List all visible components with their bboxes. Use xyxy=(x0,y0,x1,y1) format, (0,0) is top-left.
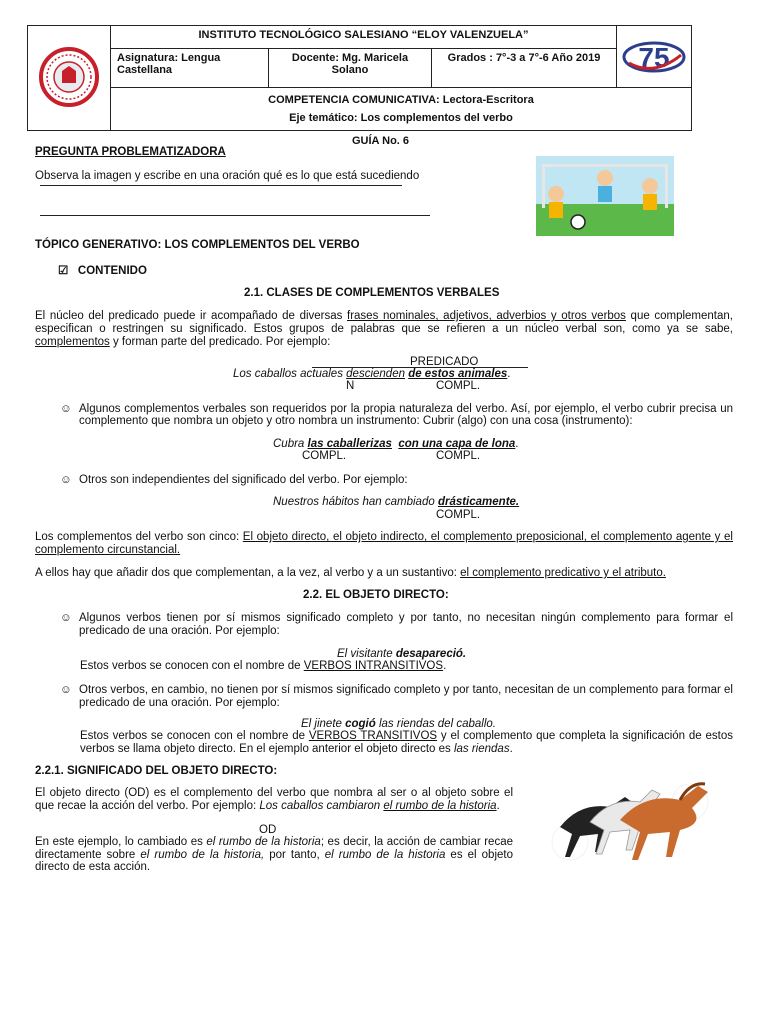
section-2-2-bullet-2: Otros verbos, en cambio, no tienen por sí mismos significado completo y por tanto, necesitan de un complemento para formar el predicado de una oración. Por ejemplo: xyxy=(79,684,733,709)
institution-name: INSTITUTO TECNOLÓGICO SALESIANO “ELOY VALENZUELA” xyxy=(111,26,617,49)
smiley-bullet-icon: ☺ xyxy=(60,403,72,415)
note-2-part-e: . xyxy=(509,743,513,755)
example-2-compl-2: COMPL. xyxy=(436,450,481,462)
note-2-object: las riendas xyxy=(453,743,510,755)
example-1-n-label: N xyxy=(346,380,355,392)
section-2-1-title: 2.1. CLASES DE COMPLEMENTOS VERBALES xyxy=(244,287,500,299)
p3-part-b: el complemento predicativo y el atributo. xyxy=(460,567,666,579)
example-1-complement: de estos animales xyxy=(408,368,508,380)
header-table xyxy=(27,25,692,131)
p221-2-part-c: ; es decir, la acción de cambiar recae directamente sobre xyxy=(35,836,513,861)
example-1-sentence: Los caballos actuales descienden de estos animales. xyxy=(233,368,511,380)
example-5-verb: cogió xyxy=(345,718,376,730)
anniversary-number: 75 xyxy=(638,42,670,73)
answer-line-1[interactable] xyxy=(40,185,402,186)
example-2-part-a: Cubra xyxy=(273,438,308,450)
p2-part-b: El objeto directo, el objeto indirecto, el complemento preposicional, el complemento agente y el complemento circunstancial. xyxy=(35,531,733,556)
section-2-1-paragraph-3 xyxy=(35,567,666,579)
topic-title: TÓPICO GENERATIVO: LOS COMPLEMENTOS DEL VERBO xyxy=(35,239,360,251)
p221-2-part-d: el rumbo de la historia, xyxy=(140,848,265,861)
p221-1-part-b: Los caballos cambiaron xyxy=(259,799,384,812)
section-2-1-bullet-1: Algunos complementos verbales son requeridos por la propia naturaleza del verbo. Así, por ejemplo, el verbo cubrir precisa un complemento que nombra un objeto y otro nombra un instrumento: Cubrir (algo) con una cosa (instrumento): xyxy=(79,403,733,427)
answer-line-2[interactable] xyxy=(40,215,430,216)
note-1-part-a: Estos verbos se conocen con el nombre de xyxy=(80,660,304,672)
p221-2-part-e: por tanto, xyxy=(264,848,325,861)
note-1-part-c: . xyxy=(443,660,447,672)
example-4-sentence xyxy=(337,648,466,660)
example-5-part-c: las riendas del caballo. xyxy=(375,718,496,730)
section-2-2-1-paragraph-2 xyxy=(35,836,513,874)
smiley-bullet-icon: ☺ xyxy=(60,684,72,696)
section-2-2-bullet-1: Algunos verbos tienen por sí mismos significado completo y por tanto, no necesitan ningún complemento para formar el predicado de una oración. Por ejemplo: xyxy=(79,612,733,637)
p221-2-part-g: es el objeto directo de esta acción. xyxy=(35,848,513,873)
example-2-complement-1: las caballerizas xyxy=(307,438,392,450)
anniversary-logo-cell xyxy=(617,26,692,88)
note-2-part-c: y el complemento que completa la significación de estos verbos se llama objeto directo. En el ejemplo anterior el objeto directo es xyxy=(80,730,733,755)
question-title: PREGUNTA PROBLEMATIZADORA xyxy=(35,146,226,158)
example-4-part-a: El visitante xyxy=(337,648,396,660)
content-label xyxy=(58,263,147,277)
logo-cell xyxy=(28,26,111,131)
p221-1-part-a: El objeto directo (OD) es el complemento del verbo que nombra al ser o al objeto sobre el que recae la acción del verbo. Por ejemplo: xyxy=(35,787,513,812)
p1-part-c: que complementan, especifican o restringen su significado. Estos grupos de palabras que se refieren a un núcleo verbal son, como ya se sabe, xyxy=(35,310,733,335)
checkbox-icon: ☑ xyxy=(58,265,69,277)
p221-2-part-b: el rumbo de la historia xyxy=(206,836,321,848)
section-2-2-title: 2.2. EL OBJETO DIRECTO: xyxy=(303,589,449,601)
competence-cell xyxy=(111,88,692,131)
smiley-bullet-icon: ☺ xyxy=(60,612,72,624)
example-1-part-a: Los caballos actuales xyxy=(233,368,347,380)
section-2-1-paragraph-1 xyxy=(35,310,733,349)
anniversary-75-logo-icon xyxy=(621,33,687,77)
example-2-complement-2: con una capa de lona xyxy=(398,438,516,450)
section-2-1-bullet-2: Otros son independientes del significado del verbo. Por ejemplo: xyxy=(79,474,408,486)
school-seal-icon xyxy=(38,46,100,108)
transitive-note xyxy=(80,730,733,756)
p221-1-part-d: . xyxy=(496,799,500,812)
p1-part-e: y forman parte del predicado. Por ejemplo: xyxy=(109,336,331,348)
subject-cell: Asignatura: Lengua Castellana xyxy=(111,49,269,88)
section-2-2-1-paragraph-1 xyxy=(35,787,513,812)
example-3-compl: COMPL. xyxy=(436,509,481,521)
example-1-verb: descienden xyxy=(346,368,405,380)
p1-part-d: complementos xyxy=(35,336,110,348)
example-5-part-a: El jinete xyxy=(301,718,346,730)
predicado-label: PREDICADO xyxy=(410,356,479,368)
section-2-2-1-title: 2.2.1. SIGNIFICADO DEL OBJETO DIRECTO: xyxy=(35,765,278,777)
section-2-1-paragraph-2 xyxy=(35,531,733,557)
p3-part-a: A ellos hay que añadir dos que complementan, a la vez, al verbo y a un sustantivo: xyxy=(35,567,461,579)
grades-cell: Grados : 7°-3 a 7°-6 Año 2019 xyxy=(432,49,617,88)
question-instruction: Observa la imagen y escribe en una oración qué es lo que está sucediendo xyxy=(35,170,420,182)
example-2-sentence: Cubra las caballerizas con una capa de lona. xyxy=(273,438,519,450)
od-label: OD xyxy=(259,824,277,836)
note-2-term: VERBOS TRANSITIVOS xyxy=(308,730,438,742)
example-3-part-a: Nuestros hábitos han cambiado xyxy=(273,496,438,508)
example-2-compl-1: COMPL. xyxy=(302,450,347,462)
horses-illustration xyxy=(540,772,725,872)
content-label-text: CONTENIDO xyxy=(77,265,147,277)
p1-part-b: frases nominales, adjetivos, adverbios y otros verbos xyxy=(347,310,626,322)
competence-text: COMPETENCIA COMUNICATIVA: Lectora-Escritora xyxy=(268,94,534,106)
note-1-term: VERBOS INTRANSITIVOS xyxy=(303,660,444,672)
guide-number: GUÍA No. 6 xyxy=(352,135,410,147)
intransitive-note xyxy=(80,660,446,672)
example-4-verb: desapareció. xyxy=(395,648,467,660)
p221-1-od: el rumbo de la historia xyxy=(383,799,497,812)
example-3-complement: drásticamente. xyxy=(437,496,520,508)
p221-2-part-a: En este ejemplo, lo cambiado es xyxy=(35,836,207,848)
example-3-sentence xyxy=(273,496,519,508)
theme-text: Eje temático: Los complementos del verbo xyxy=(289,112,513,124)
example-5-sentence xyxy=(301,718,496,730)
example-1-compl-label: COMPL. xyxy=(436,380,481,392)
p2-part-a: Los complementos del verbo son cinco: xyxy=(35,531,243,543)
smiley-bullet-icon: ☺ xyxy=(60,474,72,486)
kids-soccer-illustration xyxy=(536,156,674,236)
p1-part-a: El núcleo del predicado puede ir acompañado de diversas xyxy=(35,310,348,322)
p221-2-part-f: el rumbo de la historia xyxy=(324,848,446,861)
teacher-cell: Docente: Mg. Maricela Solano xyxy=(269,49,432,88)
note-2-part-a: Estos verbos se conocen con el nombre de xyxy=(80,730,309,742)
